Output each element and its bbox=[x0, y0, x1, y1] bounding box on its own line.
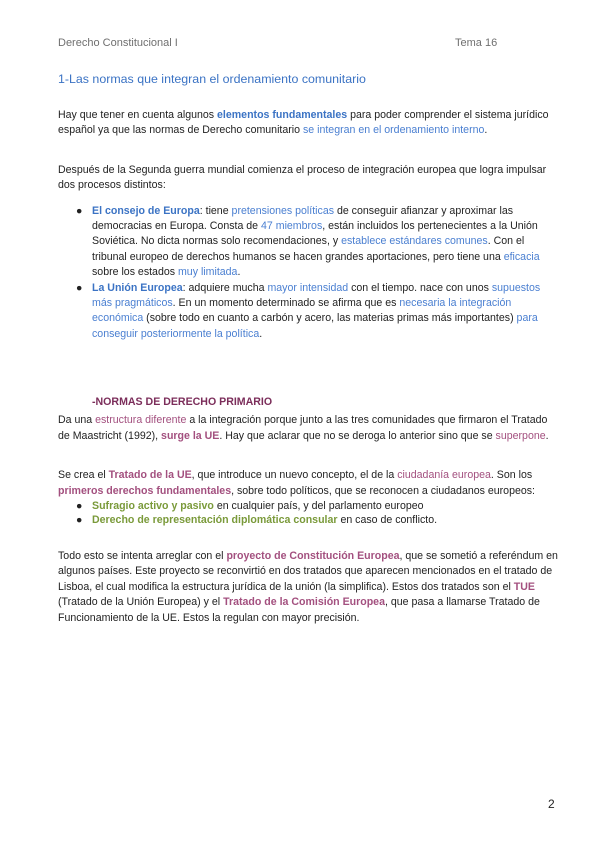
paragraph-postwar: Después de la Segunda guerra mundial comienza el proceso de integración europea que logra impulsar dos procesos distintos: bbox=[58, 163, 547, 192]
document-body bbox=[58, 72, 558, 626]
bullet-list-rights bbox=[58, 499, 558, 527]
section-heading: -NORMAS DE DERECHO PRIMARIO bbox=[92, 396, 273, 409]
bullet-list-processes bbox=[58, 204, 558, 343]
section-title: 1-Las normas que integran el ordenamiento comunitario bbox=[58, 72, 366, 86]
paragraph-treaty: Se crea el Tratado de la UE, que introduce un nuevo concepto, el de la ciudadanía europea. Son los primeros derechos fundamentales, sobre todo políticos, que se reconocen a ciudadanos europeos: bbox=[58, 469, 535, 497]
paragraph-structure: Da una estructura diferente a la integración porque junto a las tres comunidades que firmaron el Tratado de Maastricht (1992), surge la UE. Hay que aclarar que no se deroga lo anterior sino que se superpone. bbox=[58, 414, 549, 442]
header-topic: Tema 16 bbox=[455, 37, 498, 49]
paragraph-constitution: Todo esto se intenta arreglar con el proyecto de Constitución Europea, que se sometió a referéndum en algunos países. Este proyecto se reconvirtió en dos tratados que aparecen mencionados en el tratado de Lisboa, el cual modifica la estructura jurídica de la unión (la simplifica). Estos dos tratados son el TUE (Tratado de la Unión Europea) y el Tratado de la Comisión Europea, que pasa a llamarse Tratado de Funcionamiento de la UE. Estos la regulan con mayor precisión. bbox=[58, 549, 558, 624]
bullet-icon: ● bbox=[76, 513, 83, 526]
bullet-icon: ● bbox=[76, 499, 83, 512]
list-item: ● Derecho de representación diplomática consular en caso de conflicto. bbox=[76, 513, 438, 526]
page-number: 2 bbox=[548, 797, 555, 811]
bullet-icon: ● bbox=[76, 281, 83, 294]
list-item: ● El consejo de Europa: tiene pretensiones políticas de conseguir afianzar y aproximar las democracias en Europa. Consta de 47 miembros, están incluidos los pertenecientes a la Unión Soviética. No dicta normas solo recomendaciones, y establece estándares comunes. Con el tribunal europeo de derechos humanos se hacen grandes aportaciones, pero tiene una eficacia sobre los estados muy limitada. bbox=[76, 204, 540, 279]
list-item: ● La Unión Europea: adquiere mucha mayor intensidad con el tiempo. nace con unos supuestos más pragmáticos. En un momento determinado se afirma que es necesaria la integración económica (sobre todo en cuanto a carbón y acero, las materias primas más importantes) para conseguir posteriormente la política. bbox=[76, 281, 541, 340]
header-doc-title: Derecho Constitucional I bbox=[58, 37, 178, 49]
list-item: ● Sufragio activo y pasivo en cualquier país, y del parlamento europeo bbox=[76, 499, 424, 512]
bullet-icon: ● bbox=[76, 204, 83, 217]
paragraph-intro: Hay que tener en cuenta algunos elementos fundamentales para poder comprender el sistema jurídico español ya que las normas de Derecho comunitario se integran en el ordenamiento interno. bbox=[58, 109, 549, 137]
